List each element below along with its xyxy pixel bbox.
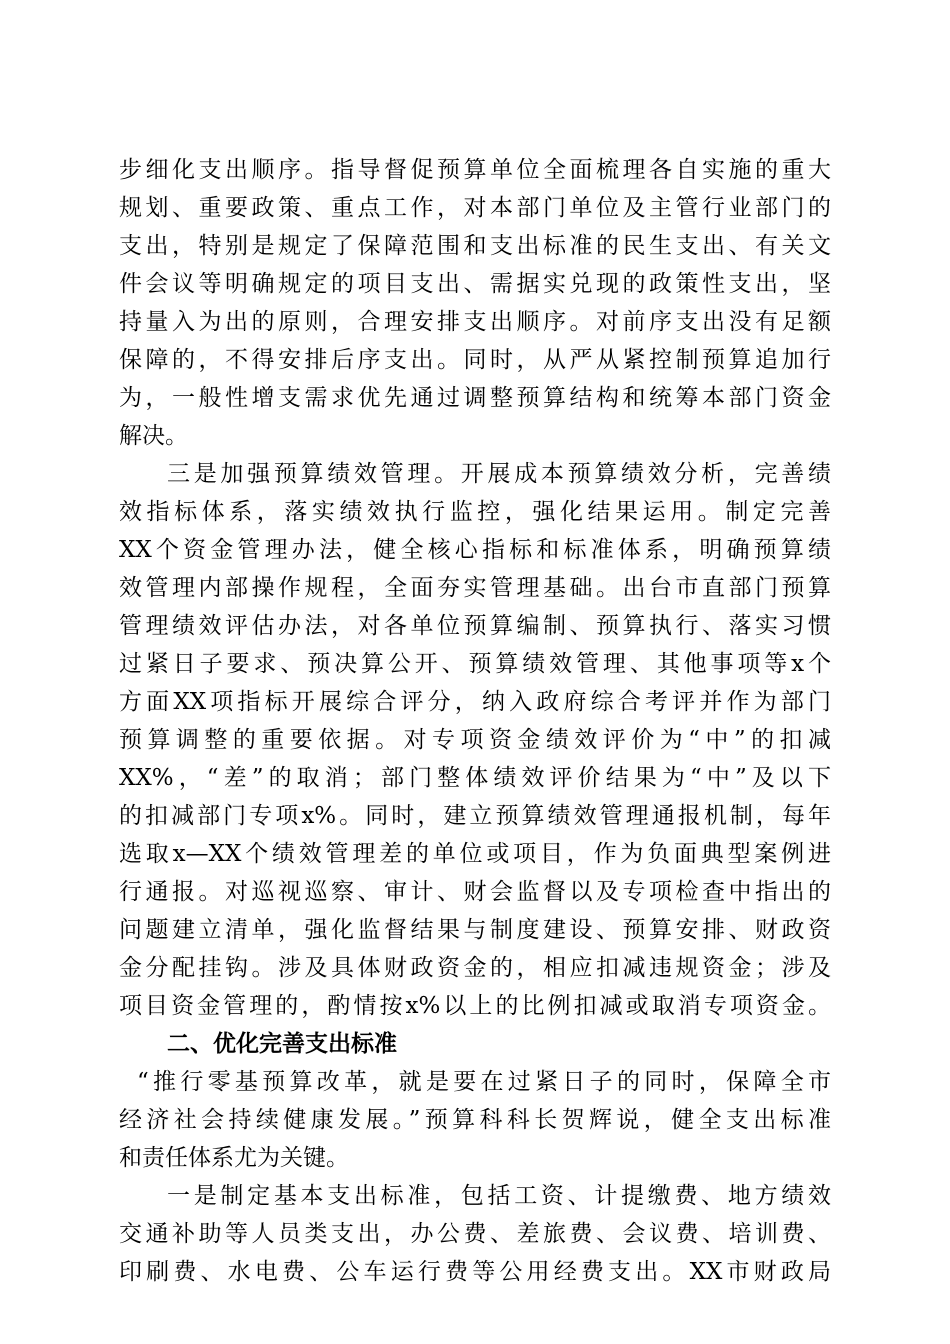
paragraph-line: “推行零基预算改革，就是要在过紧日子的同时，保障全市 — [137, 1069, 831, 1095]
paragraph-line: 过紧日子要求、预决算公开、预算绩效管理、其他事项等x个 — [119, 651, 831, 677]
paragraph-line: XX%，“差”的取消；部门整体绩效评价结果为“中”及以下 — [119, 765, 831, 791]
paragraph-line: 管理绩效评估办法，对各单位预算编制、预算执行、落实习惯 — [119, 613, 831, 639]
paragraph-line: 问题建立清单，强化监督结果与制度建设、预算安排、财政资 — [119, 917, 831, 943]
paragraph-line: 预算调整的重要依据。对专项资金绩效评价为“中”的扣减 — [119, 727, 831, 753]
paragraph-line: 规划、重要政策、重点工作，对本部门单位及主管行业部门的 — [119, 195, 831, 221]
paragraph-line: 效管理内部操作规程，全面夯实管理基础。出台市直部门预算 — [119, 575, 831, 601]
paragraph-line: 方面XX项指标开展综合评分，纳入政府综合考评并作为部门 — [119, 689, 831, 715]
paragraph-line: 持量入为出的原则，合理安排支出顺序。对前序支出没有足额 — [119, 309, 831, 335]
paragraph-line: 件会议等明确规定的项目支出、需据实兑现的政策性支出，坚 — [119, 271, 831, 297]
section-heading: 二、优化完善支出标准 — [167, 1030, 397, 1057]
paragraph-line: 经济社会持续健康发展。”预算科科长贺辉说，健全支出标准 — [119, 1107, 831, 1133]
paragraph-line: 项目资金管理的，酌情按x%以上的比例扣减或取消专项资金。 — [119, 993, 831, 1019]
paragraph-line: 的扣减部门专项x%。同时，建立预算绩效管理通报机制，每年 — [119, 803, 831, 829]
paragraph-line: 效指标体系，落实绩效执行监控，强化结果运用。制定完善 — [119, 499, 831, 525]
paragraph-line: 步细化支出顺序。指导督促预算单位全面梳理各自实施的重大 — [119, 157, 831, 183]
paragraph-line: 选取x—XX个绩效管理差的单位或项目，作为负面典型案例进 — [119, 841, 831, 867]
paragraph-line: 三是加强预算绩效管理。开展成本预算绩效分析，完善绩 — [167, 461, 831, 487]
paragraph-line: 印刷费、水电费、公车运行费等公用经费支出。XX市财政局 — [119, 1259, 831, 1285]
paragraph-line: 解决。 — [119, 423, 188, 449]
paragraph-line: 保障的，不得安排后序支出。同时，从严从紧控制预算追加行 — [119, 347, 831, 373]
paragraph-line: 金分配挂钩。涉及具体财政资金的，相应扣减违规资金；涉及 — [119, 955, 831, 981]
paragraph-line: 支出，特别是规定了保障范围和支出标准的民生支出、有关文 — [119, 233, 831, 259]
paragraph-line: 和责任体系尤为关键。 — [119, 1145, 349, 1171]
paragraph-line: XX个资金管理办法，健全核心指标和标准体系，明确预算绩 — [119, 537, 831, 563]
paragraph-line: 为，一般性增支需求优先通过调整预算结构和统筹本部门资金 — [119, 385, 831, 411]
paragraph-line: 一是制定基本支出标准，包括工资、计提缴费、地方绩效 — [167, 1183, 831, 1209]
paragraph-line: 行通报。对巡视巡察、审计、财会监督以及专项检查中指出的 — [119, 879, 831, 905]
paragraph-line: 交通补助等人员类支出，办公费、差旅费、会议费、培训费、 — [119, 1221, 831, 1247]
